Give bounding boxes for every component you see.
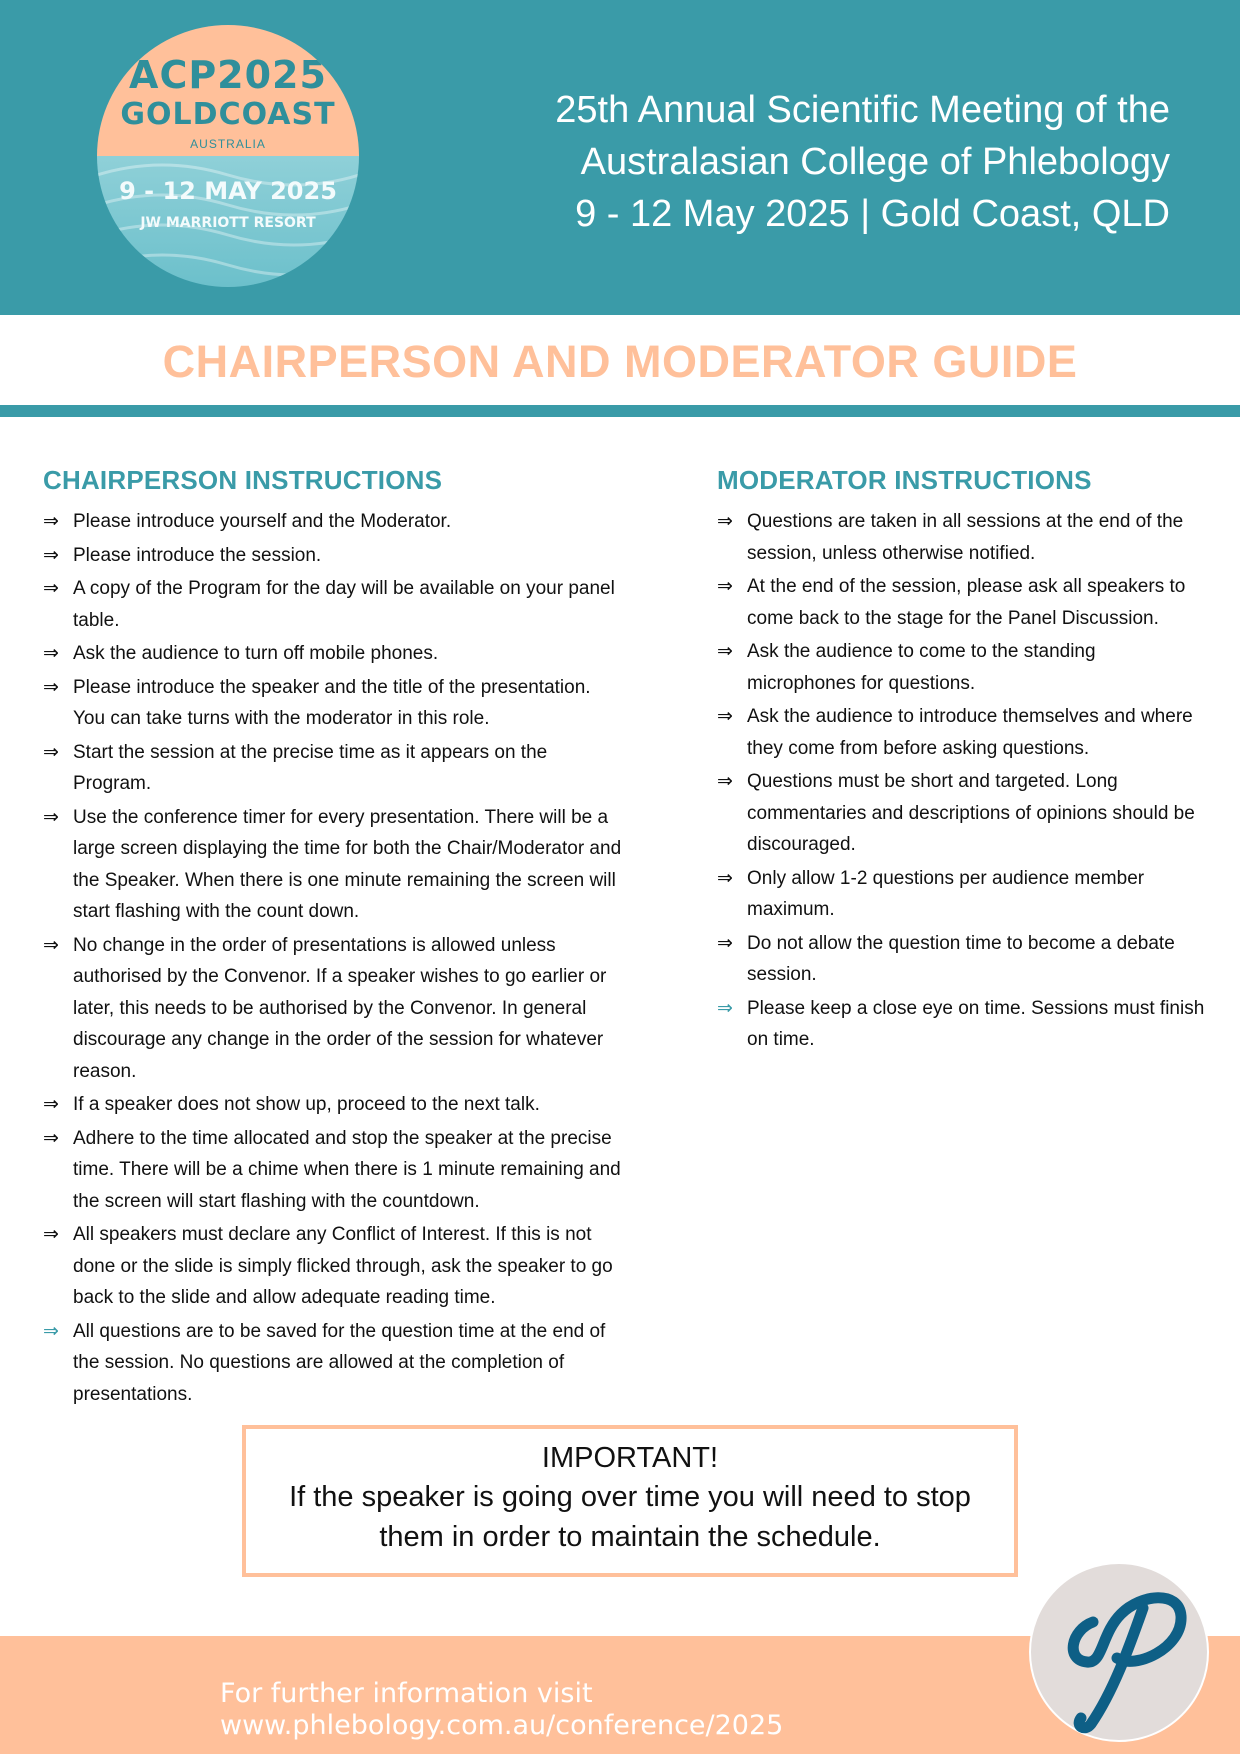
chairperson-section	[43, 465, 623, 1412]
footer-line: For further information visit	[220, 1678, 593, 1709]
list-item: ⇒ A copy of the Program for the day will be available on your panel table.	[43, 573, 623, 636]
list-item: ⇒ Please introduce yourself and the Moderator.	[43, 506, 623, 538]
important-text: If the speaker is going over time you will need to stop them in order to maintain the schedule.	[289, 1481, 971, 1553]
meeting-title	[555, 84, 1170, 240]
arrow-icon: ⇒	[717, 996, 733, 1019]
list-item: ⇒ Please introduce the speaker and the title of the presentation. You can take turns with the moderator in this role.	[43, 672, 623, 735]
chairperson-list	[43, 506, 623, 1410]
arrow-icon: ⇒	[43, 642, 59, 664]
arrow-icon: ⇒	[43, 1223, 59, 1245]
logo-acp2025: ACP2025	[129, 53, 327, 97]
arrow-icon: ⇒	[717, 575, 733, 597]
important-notice	[242, 1425, 1018, 1577]
arrow-icon: ⇒	[43, 1093, 59, 1115]
list-item: ⇒ Use the conference timer for every presentation. There will be a large screen displaying the time for both the Chair/Moderator and the Speaker. When there is one minute remaining the screen will start flashing with the count down.	[43, 802, 623, 928]
list-item: ⇒ Questions must be short and targeted. Long commentaries and descriptions of opinions should be discouraged.	[717, 766, 1207, 861]
phlebology-p-logo	[1029, 1562, 1209, 1742]
moderator-list	[717, 506, 1207, 1056]
divider	[0, 405, 1240, 417]
list-item: ⇒ Questions are taken in all sessions at the end of the session, unless otherwise notified.	[717, 506, 1207, 569]
meeting-title-line: 25th Annual Scientific Meeting of the	[555, 89, 1170, 131]
arrow-icon: ⇒	[43, 933, 59, 956]
arrow-icon: ⇒	[43, 510, 59, 532]
meeting-title-line: Australasian College of Phlebology	[580, 141, 1170, 183]
list-item: ⇒ Start the session at the precise time as it appears on the Program.	[43, 737, 623, 800]
list-item: ⇒ No change in the order of presentations is allowed unless authorised by the Convenor. If a speaker wishes to go earlier or later, this needs to be authorised by the Convenor. In general discourage any change in the order of the session for whatever reason.	[43, 930, 623, 1088]
list-item: ⇒ Adhere to the time allocated and stop the speaker at the precise time. There will be a chime when there is 1 minute remaining and the screen will start flashing with the countdown.	[43, 1123, 623, 1218]
list-item: ⇒ All questions are to be saved for the question time at the end of the session. No questions are allowed at the completion of presentations.	[43, 1316, 623, 1411]
footer-info	[220, 1678, 783, 1742]
list-item: ⇒ If a speaker does not show up, proceed to the next talk.	[43, 1089, 623, 1121]
list-item: ⇒ Please keep a close eye on time. Sessions must finish on time.	[717, 993, 1207, 1056]
list-item: ⇒ Please introduce the session.	[43, 540, 623, 572]
arrow-icon: ⇒	[717, 770, 733, 792]
list-item: ⇒ Ask the audience to come to the standing microphones for questions.	[717, 636, 1207, 699]
list-item: ⇒ Only allow 1-2 questions per audience member maximum.	[717, 863, 1207, 926]
arrow-icon: ⇒	[43, 1126, 59, 1149]
arrow-icon: ⇒	[717, 640, 733, 662]
arrow-icon: ⇒	[43, 805, 59, 828]
acp2025-logo	[97, 25, 359, 287]
moderator-section	[717, 465, 1207, 1058]
header-banner	[0, 0, 1240, 315]
arrow-icon: ⇒	[717, 510, 733, 532]
arrow-icon: ⇒	[43, 577, 59, 599]
arrow-icon: ⇒	[43, 543, 59, 566]
moderator-heading: MODERATOR INSTRUCTIONS	[717, 465, 1092, 495]
meeting-title-line: 9 - 12 May 2025 | Gold Coast, QLD	[575, 193, 1170, 235]
logo-goldcoast: GOLDCOAST	[120, 97, 336, 132]
list-item: ⇒ At the end of the session, please ask all speakers to come back to the stage for the Panel Discussion.	[717, 571, 1207, 634]
logo-dates: 9 - 12 MAY 2025	[119, 177, 337, 205]
important-title: IMPORTANT!	[541, 1442, 719, 1474]
arrow-icon: ⇒	[717, 866, 733, 889]
arrow-icon: ⇒	[43, 740, 59, 763]
script-p-icon	[1031, 1564, 1207, 1740]
list-item: ⇒ Ask the audience to introduce themselves and where they come from before asking questions.	[717, 701, 1207, 764]
arrow-icon: ⇒	[43, 675, 59, 698]
arrow-icon: ⇒	[717, 705, 733, 727]
chairperson-heading: CHAIRPERSON INSTRUCTIONS	[43, 465, 443, 495]
list-item: ⇒ Ask the audience to turn off mobile phones.	[43, 638, 623, 670]
list-item: ⇒ Do not allow the question time to become a debate session.	[717, 928, 1207, 991]
list-item: ⇒ All speakers must declare any Conflict of Interest. If this is not done or the slide is simply flicked through, ask the speaker to go back to the slide and allow adequate reading time.	[43, 1219, 623, 1314]
logo-australia: AUSTRALIA	[190, 137, 266, 151]
arrow-icon: ⇒	[43, 1319, 59, 1342]
logo-venue: JW MARRIOTT RESORT	[140, 215, 316, 231]
arrow-icon: ⇒	[717, 931, 733, 954]
page-title: CHAIRPERSON AND MODERATOR GUIDE	[162, 336, 1078, 387]
footer-url[interactable]: www.phlebology.com.au/conference/2025	[220, 1710, 784, 1741]
